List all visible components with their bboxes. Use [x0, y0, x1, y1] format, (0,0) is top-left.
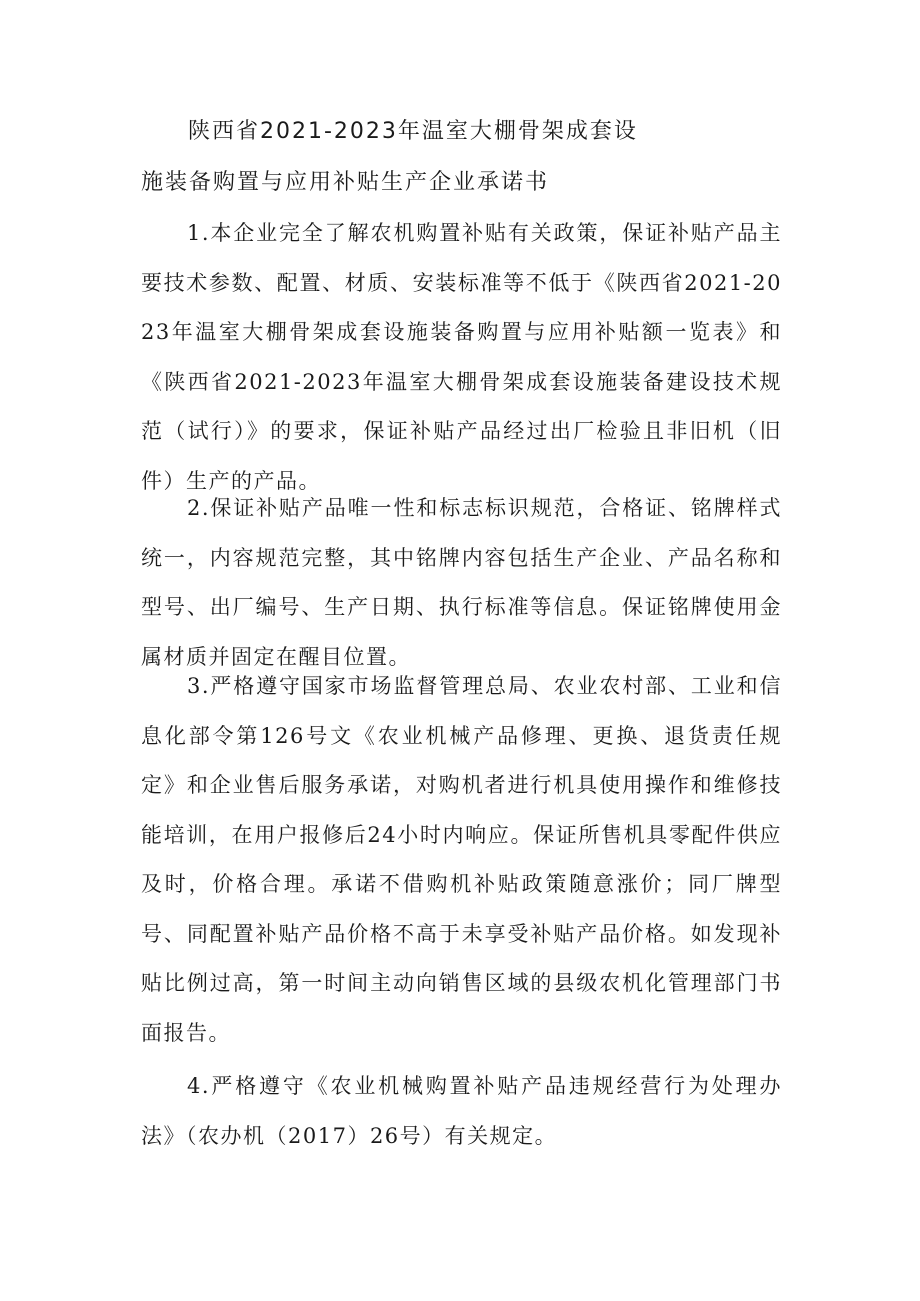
document-title-line-2: 施装备购置与应用补贴生产企业承诺书 — [141, 170, 550, 195]
commitment-paragraph-4: 4.严格遵守《农业机械购置补贴产品违规经营行为处理办法》（农办机（2017）26号）有关规定。 — [141, 1074, 782, 1148]
commitment-paragraph-3: 3.严格遵守国家市场监督管理总局、农业农村部、工业和信息化部令第126号文《农业机械产品修理、更换、退货责任规定》和企业售后服务承诺，对购机者进行机具使用操作和维修技能培训，在用户报修后24小时内响应。保证所售机具零配件供应及时，价格合理。承诺不借购机补贴政策随意涨价；同厂牌型号、同配置补贴产品价格不高于未享受补贴产品价格。如发现补贴比例过高，第一时间主动向销售区域的县级农机化管理部门书面报告。 — [141, 674, 782, 1045]
commitment-paragraph-2: 2.保证补贴产品唯一性和标志标识规范，合格证、铭牌样式统一，内容规范完整，其中铭牌内容包括生产企业、产品名称和型号、出厂编号、生产日期、执行标准等信息。保证铭牌使用金属材质并固定在醒目位置。 — [141, 496, 782, 669]
commitment-paragraph-1: 1.本企业完全了解农机购置补贴有关政策，保证补贴产品主要技术参数、配置、材质、安装标准等不低于《陕西省2021-2023年温室大棚骨架成套设施装备购置与应用补贴额一览表》和《陕西省2021-2023年温室大棚骨架成套设施装备建设技术规范（试行）》的要求，保证补贴产品经过出厂检验且非旧机（旧件）生产的产品。 — [141, 221, 782, 493]
document-title-line-1: 陕西省2021-2023年温室大棚骨架成套设 — [188, 119, 638, 144]
